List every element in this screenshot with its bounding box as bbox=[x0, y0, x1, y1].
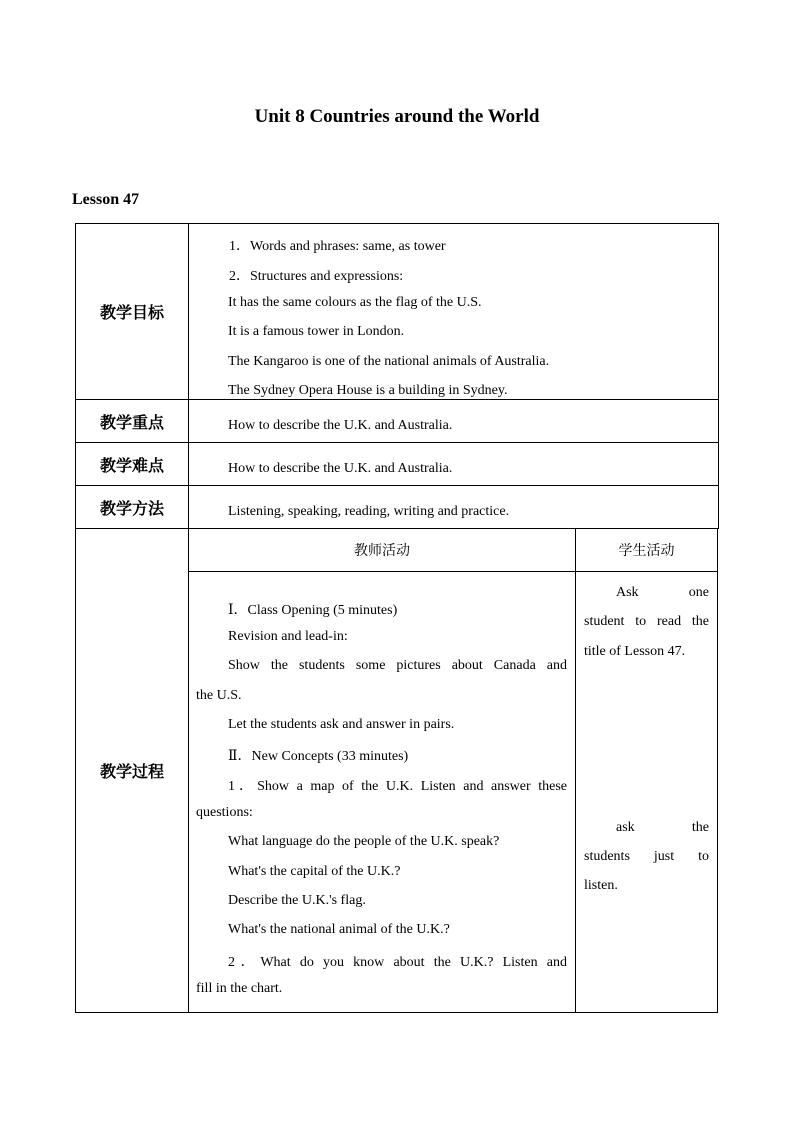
key-points-label: 教学重点 bbox=[99, 412, 164, 432]
student-activity-header-cell bbox=[575, 528, 718, 572]
difficulties-label-cell bbox=[75, 442, 189, 486]
methods-label: 教学方法 bbox=[99, 498, 164, 518]
process-label-cell bbox=[75, 528, 189, 1013]
document-title: Unit 8 Countries around the World bbox=[254, 106, 540, 127]
teacher-line: fill in the chart. bbox=[196, 981, 283, 996]
teacher-line: What's the national animal of the U.K.? bbox=[228, 922, 450, 937]
student-line: listen. bbox=[584, 878, 618, 893]
teacher-activity-header-cell bbox=[188, 528, 576, 572]
key-points-content-cell bbox=[188, 399, 719, 443]
teacher-line: the U.S. bbox=[196, 688, 242, 703]
objectives-label: 教学目标 bbox=[99, 303, 164, 322]
teacher-line: Show the students some pictures about Canada and bbox=[228, 658, 567, 673]
difficulties-content-cell bbox=[188, 442, 719, 486]
objective-line: The Sydney Opera House is a building in Sydney. bbox=[228, 383, 508, 398]
objective-line: The Kangaroo is one of the national animals of Australia. bbox=[228, 354, 550, 369]
teacher-line: Revision and lead-in: bbox=[228, 629, 348, 644]
objective-line: 1．Words and phrases: same, as tower bbox=[229, 239, 446, 254]
teacher-line: What's the capital of the U.K.? bbox=[228, 864, 401, 879]
student-line: students just to bbox=[584, 849, 709, 864]
teacher-line: What language do the people of the U.K. speak? bbox=[228, 834, 500, 849]
teacher-line: Ⅰ．Class Opening (5 minutes) bbox=[228, 603, 398, 618]
key-points-text: How to describe the U.K. and Australia. bbox=[228, 418, 453, 433]
objective-line: It is a famous tower in London. bbox=[228, 324, 405, 339]
teacher-line: Let the students ask and answer in pairs. bbox=[228, 717, 455, 732]
objectives-label-cell bbox=[75, 223, 189, 400]
student-activity-cell bbox=[575, 571, 718, 1013]
methods-content-cell bbox=[188, 485, 719, 529]
student-line: title of Lesson 47. bbox=[584, 644, 686, 659]
difficulties-text: How to describe the U.K. and Australia. bbox=[228, 461, 453, 476]
teacher-line: 1．Show a map of the U.K. Listen and answer these bbox=[228, 779, 567, 794]
key-points-label-cell bbox=[75, 399, 189, 443]
teacher-activity-cell bbox=[188, 571, 576, 1013]
student-line: Ask one bbox=[616, 585, 709, 600]
student-line: ask the bbox=[616, 820, 709, 835]
methods-text: Listening, speaking, reading, writing and practice. bbox=[228, 504, 510, 519]
difficulties-label: 教学难点 bbox=[99, 455, 164, 475]
objective-line: 2．Structures and expressions: bbox=[229, 269, 404, 284]
objective-line: It has the same colours as the flag of the U.S. bbox=[228, 295, 482, 310]
process-label: 教学过程 bbox=[99, 762, 164, 781]
teacher-line: questions: bbox=[196, 805, 253, 820]
methods-label-cell bbox=[75, 485, 189, 529]
teacher-line: Describe the U.K.'s flag. bbox=[228, 893, 366, 908]
teacher-line: Ⅱ．New Concepts (33 minutes) bbox=[228, 749, 409, 764]
lesson-heading: Lesson 47 bbox=[72, 191, 140, 208]
student-activity-header: 学生活动 bbox=[618, 543, 675, 559]
student-line: student to read the bbox=[584, 614, 709, 629]
teacher-activity-header: 教师活动 bbox=[354, 543, 410, 559]
objectives-content-cell bbox=[188, 223, 719, 400]
teacher-line: 2．What do you know about the U.K.? Listen and bbox=[228, 955, 567, 970]
